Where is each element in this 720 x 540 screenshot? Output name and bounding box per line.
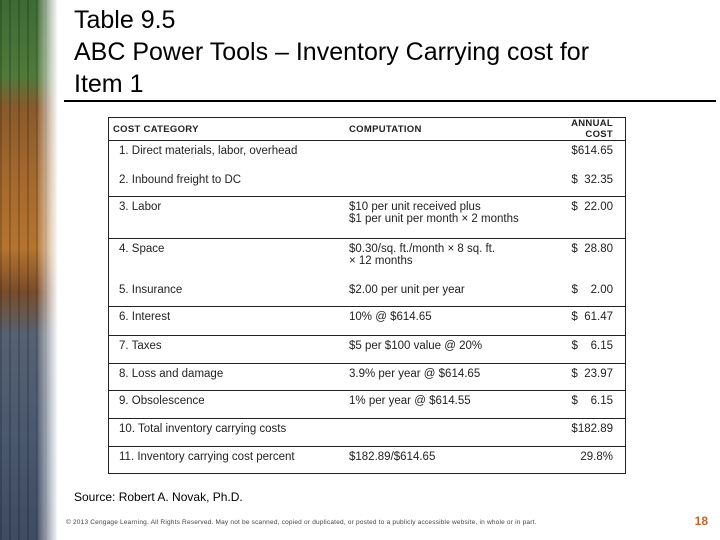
table-row bbox=[109, 239, 625, 280]
header-annual-cost: ANNUAL COST bbox=[543, 118, 625, 141]
computation-cell: 1% per year @ $614.55 bbox=[349, 395, 471, 407]
header-cost-category: COST CATEGORY bbox=[109, 118, 345, 141]
title-line-2: ABC Power Tools – Inventory Carrying cost for bbox=[74, 38, 590, 66]
table-row bbox=[109, 307, 625, 336]
cost-category-cell: 1. Direct materials, labor, overhead bbox=[119, 145, 298, 157]
cost-category-cell: 7. Taxes bbox=[119, 340, 162, 352]
table-header-row bbox=[109, 118, 625, 141]
computation-cell: 3.9% per year @ $614.65 bbox=[349, 368, 481, 380]
computation-cell: $5 per $100 value @ 20% bbox=[349, 340, 483, 352]
annual-cost-cell: $ 22.00 bbox=[571, 201, 613, 213]
table-row bbox=[109, 170, 625, 197]
annual-cost-cell: $ 2.00 bbox=[571, 283, 613, 296]
computation-cell: $2.00 per unit per year bbox=[349, 283, 465, 296]
annual-cost-cell: $ 6.15 bbox=[571, 340, 613, 352]
cost-category-cell: 3. Labor bbox=[119, 201, 162, 213]
table-row bbox=[109, 447, 625, 475]
annual-cost-cell: $ 32.35 bbox=[571, 173, 613, 186]
cost-category-cell: 10. Total inventory carrying costs bbox=[119, 423, 287, 435]
table-row bbox=[109, 419, 625, 447]
annual-cost-cell: $ 23.97 bbox=[571, 368, 613, 380]
title-line-1: Table 9.5 bbox=[74, 6, 176, 34]
header-computation: COMPUTATION bbox=[345, 118, 543, 141]
annual-cost-cell: $ 61.47 bbox=[571, 311, 613, 323]
title-divider bbox=[64, 100, 716, 102]
annual-cost-cell: $182.89 bbox=[571, 423, 613, 435]
cost-table bbox=[109, 118, 625, 475]
computation-cell bbox=[345, 170, 543, 197]
table-row bbox=[109, 141, 625, 170]
cost-category-cell: 8. Loss and damage bbox=[119, 368, 224, 380]
computation-cell: $182.89/$614.65 bbox=[349, 451, 436, 463]
cost-category-cell: 11. Inventory carrying cost percent bbox=[119, 451, 295, 463]
cost-category-cell: 4. Space bbox=[119, 243, 165, 255]
computation-cell: $0.30/sq. ft./month × 8 sq. ft. × 12 months bbox=[349, 243, 496, 267]
cost-category-cell: 9. Obsolescence bbox=[119, 395, 205, 407]
annual-cost-cell: 29.8% bbox=[580, 451, 613, 463]
decorative-side-image bbox=[0, 0, 58, 540]
computation-cell bbox=[345, 141, 543, 170]
annual-cost-cell: $614.65 bbox=[571, 145, 613, 157]
cost-table-frame bbox=[108, 117, 626, 474]
table-row bbox=[109, 364, 625, 391]
table-row bbox=[109, 197, 625, 239]
cost-category-cell: 5. Insurance bbox=[119, 283, 183, 296]
table-row bbox=[109, 336, 625, 364]
table-row bbox=[109, 391, 625, 419]
cost-category-cell: 6. Interest bbox=[119, 311, 171, 323]
computation-cell: $10 per unit received plus $1 per unit per month × 2 months bbox=[349, 201, 519, 225]
annual-cost-cell: $ 28.80 bbox=[571, 243, 613, 255]
cost-category-cell: 2. Inbound freight to DC bbox=[119, 173, 242, 186]
source-note: Source: Robert A. Novak, Ph.D. bbox=[74, 490, 243, 504]
computation-cell bbox=[345, 419, 543, 447]
annual-cost-cell: $ 6.15 bbox=[571, 395, 613, 407]
computation-cell: 10% @ $614.65 bbox=[349, 311, 432, 323]
table-row bbox=[109, 280, 625, 307]
copyright-notice: © 2013 Cengage Learning. All Rights Reserved. May not be scanned, copied or duplicated, or posted to a publicly accessible website, in whole or in part. bbox=[66, 519, 537, 526]
title-line-3: Item 1 bbox=[74, 70, 144, 98]
slide-title bbox=[74, 4, 714, 100]
page-number: 18 bbox=[694, 514, 708, 528]
table-body bbox=[109, 141, 625, 475]
